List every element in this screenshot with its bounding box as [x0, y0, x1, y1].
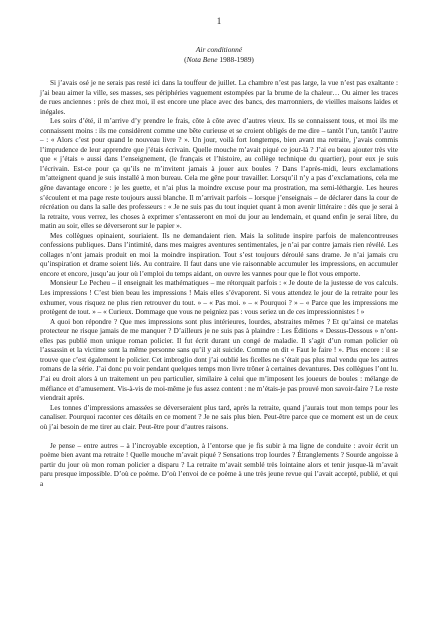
paragraph: Les soirs d’été, il m’arrive d’y prendre le frais, côte à côte avec d’autres vieux. Ils se connaissent tous, et moi ils me connaissent moins : ils me considèrent comme une bête curieuse et se croient obligés de me dire – tantôt l’un, tantôt l’autre – : « Alors c’est pour quand le nouveau livre ? ». Un jour, voilà fort longtemps, bien avant ma retraite, j’avais commis l’imprudence de leur apprendre que j’étais écrivain. Quelle mouche m’avait piqué ce jour-là ? J’ai eu beau ajouter très vite que « j’étais » aussi dans l’enseignement, (le français et l’histoire, au collège technique du quartier), pour eux je suis l’écrivain. Est-ce pour ça qu’ils ne m’invitent jamais à jouer aux boules ? Dans l’après-midi, leurs exclamations m’atteignent quand je suis installé à mon bureau. Cela me gêne pour travailler. Lorsqu’il n’y a pas d’exclamations, cela me gêne davantage encore : je les guette, et n’ai plus la moindre excuse pour ma prostration, ma semi-léthargie. Les heures s’écoulent et ma page reste toujours aussi blanche. Il m’arrivait parfois – lorsque j’enseignais – de déclarer dans la cour de récréation ou dans la salle des professeurs : « Je ne suis pas du tout inquiet quant à mon avenir littéraire : dès que je serai à la retraite, vous verrez, les choses à exprimer s’entasseront en moi du jour au lendemain, et quand enfin je serai libre, du matin au soir, elles se déverseront sur le papier ».: [40, 117, 398, 231]
source-years: 1988-1989): [217, 54, 254, 64]
paragraph: Si j’avais osé je ne serais pas resté ici dans la touffeur de juillet. La chambre n’est pas large, la vue n’est pas exaltante : j’ai beau aimer la ville, ses masses, ses périphéries vaguement estompées par la brume de la chaleur… Ou aimer les traces de rues anciennes : près de chez moi, il est encore une place avec des bancs, des marronniers, de vieilles maisons laides et inégales.: [40, 79, 398, 116]
paragraph: Je pense – entre autres – à l’incroyable exception, à l’entorse que je fis subir à ma ligne de conduite : avoir écrit un poème bien avant ma retraite ! Quelle mouche m’avait piqué ? Sensations trop lourdes ? Étranglements ? Sourde angoisse à partir du jour où mon roman policier a disparu ? La retraite m’avait semblé très lointaine alors et tenir jusque-là m’avait paru presque impossible. D’où ce poème. D’où l’envoi de ce poème à une très jeune revue qui l’avait accepté, publié, et qui a: [40, 441, 398, 488]
story-title: Air conditionné: [195, 45, 243, 54]
paragraph: A quoi bon répondre ? Que mes impressions sont plus intérieures, lourdes, abstraites mêmes ? Et qu’ainsi ce matelas protecteur ne risque jamais de me manquer ? D’ailleurs je ne suis pas à plaindre : Les Éditions « Dessus-Dessous » n’ont-elles pas publié mon unique roman policier. Il fut écrit durant un congé de maladie. Il s’agit d’un roman policier où l’assassin et la victime sont la même personne sans qu’il y ait suicide. Comme on dit « Faut le faire ! ». Plus encore : il se trouve que c’est également le policier. Cet imbroglio dont j’ai oublié les ficelles ne s’était pas plus mal vendu que les autres romans de la série. J’ai donc pu voir pendant quelques temps mon livre trôner à certaines devantures. Des collègues l’ont lu. J’ai eu droit alors à un traitement un peu particulier, similaire à celui que m’imposent les joueurs de boules : mélange de méfiance et d’amusement. Vis-à-vis de moi-même je fus assez content : ne m’étais-je pas prouvé mon savoir-faire ? Le reste viendrait après.: [40, 317, 398, 403]
paragraph: Monsieur Le Pecheu – il enseignait les mathématiques – me rétorquait parfois : « Je doute de la justesse de vos calculs. Les impressions ! C’est bien beau les impressions ! Mais elles s’évaporent. Si vous attendez le jour de la retraite pour les exhumer, vous risquez ne plus rien retrouver du tout. » – « Pas moi. » – « Pourquoi ? » – « Parce que les impressions me protègent de tout. » – « Curieux. Dommage que vous ne peigniez pas : vous seriez un de ces impressionnistes ! »: [40, 279, 398, 317]
source-journal-name: Nota Bene: [186, 54, 218, 64]
paragraph: Les tonnes d’impressions amassées se déverseraient plus tard, après la retraite, quand j’aurais tout mon temps pour les canaliser. Pourquoi raconter ces détails en ce moment ? Je ne sais plus bien. Peut-être parce que ce moment est un de ceux où j’ai besoin de me tirer au clair. Peut-être pour d’autres raisons.: [40, 403, 398, 431]
page-number: 1: [216, 16, 222, 26]
source-paren-open: (: [184, 54, 187, 64]
story-body: [40, 79, 398, 489]
paragraph: Mes collègues opinaient, souriaient. Ils ne demandaient rien. Mais la solitude inspire parfois de malencontreuses confessions publiques. Dans l’intimité, dans mes maigres aventures sentimentales, je n’ai par contre jamais rien révélé. Les collages n’ont jamais produit en moi la moindre inspiration. Tout s’est toujours déroulé sans drame. Je n’ai jamais cru qu’inspiration et drame soient liés. Au contraire. Il faut dans une vie raisonnable accumuler les impressions, en accumuler encore et encore, jusqu’au jour où l’emploi du temps aidant, on ouvre les vannes pour que le flot vous emporte.: [40, 231, 398, 278]
story-source: [40, 55, 398, 65]
